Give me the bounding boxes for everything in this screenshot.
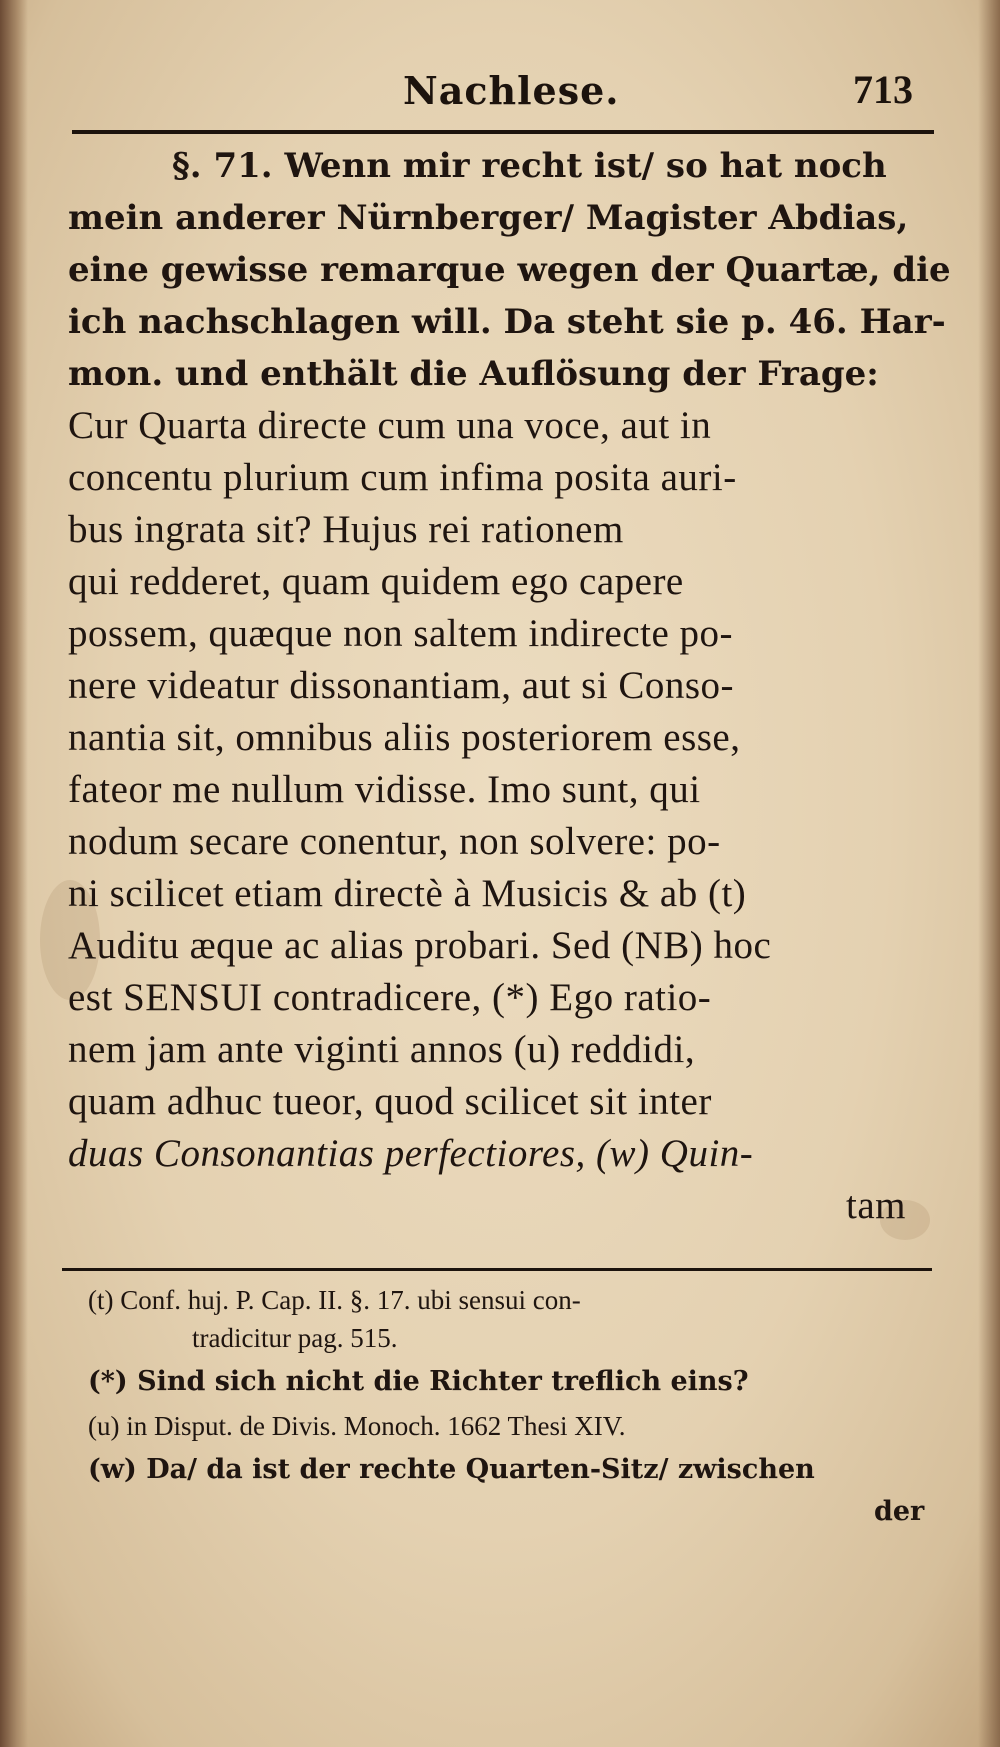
- text-line: qui redderet, quam quidem ego capere: [68, 560, 684, 603]
- running-head: Nachlese.: [403, 68, 620, 113]
- text-line: quam adhuc tueor, quod scilicet sit inter: [68, 1080, 712, 1123]
- text-line: fateor me nullum vidisse. Imo sunt, qui: [68, 768, 701, 811]
- text-line: eine gewisse remarque wegen der Quartæ, die: [68, 250, 951, 290]
- text-line: possem, quæque non saltem indirecte po-: [68, 612, 734, 655]
- text-line: Cur Quarta directe cum una voce, aut in: [68, 404, 712, 447]
- footnote-line: (*) Sind sich nicht die Richter treflich eins?: [88, 1366, 749, 1397]
- text-line: nem jam ante viginti annos (u) reddidi,: [68, 1028, 696, 1071]
- text-line: mein anderer Nürnberger/ Magister Abdias,: [68, 198, 909, 238]
- text-line: nantia sit, omnibus aliis posteriorem esse,: [68, 716, 741, 759]
- footnote-catchword: der: [874, 1496, 925, 1527]
- text-line: §. 71. Wenn mir recht ist/ so hat noch: [172, 146, 887, 186]
- footnote-line: (u) in Disput. de Divis. Monoch. 1662 Thesi XIV.: [88, 1411, 626, 1441]
- text-line: Auditu æque ac alias probari. Sed (NB) hoc: [68, 924, 772, 967]
- page-number: 713: [853, 67, 913, 112]
- text-line: concentu plurium cum infima posita auri-: [68, 456, 737, 499]
- footnote-line: (t) Conf. huj. P. Cap. II. §. 17. ubi sensui con-: [88, 1285, 581, 1315]
- text-line: ni scilicet etiam directè à Musicis & ab (t): [68, 872, 747, 915]
- text-line: est SENSUI contradicere, (*) Ego ratio-: [68, 976, 712, 1019]
- header-rule: [72, 130, 934, 134]
- footnote-rule: [62, 1268, 932, 1271]
- text-line: bus ingrata sit? Hujus rei rationem: [68, 508, 624, 551]
- catchword: tam: [846, 1184, 906, 1227]
- footnote-line: tradicitur pag. 515.: [192, 1323, 398, 1353]
- text-line: nodum secare conentur, non solvere: po-: [68, 820, 721, 863]
- text-line: duas Consonantias perfectiores, (w) Quin-: [68, 1132, 754, 1175]
- text-line: nere videatur dissonantiam, aut si Conso-: [68, 664, 735, 707]
- text-line: ich nachschlagen will. Da steht sie p. 46. Har-: [68, 302, 946, 342]
- text-line: mon. und enthält die Auflösung der Frage:: [68, 354, 879, 394]
- page-header: [75, 60, 935, 120]
- footnote-line: (w) Da/ da ist der rechte Quarten-Sitz/ zwischen: [88, 1454, 815, 1485]
